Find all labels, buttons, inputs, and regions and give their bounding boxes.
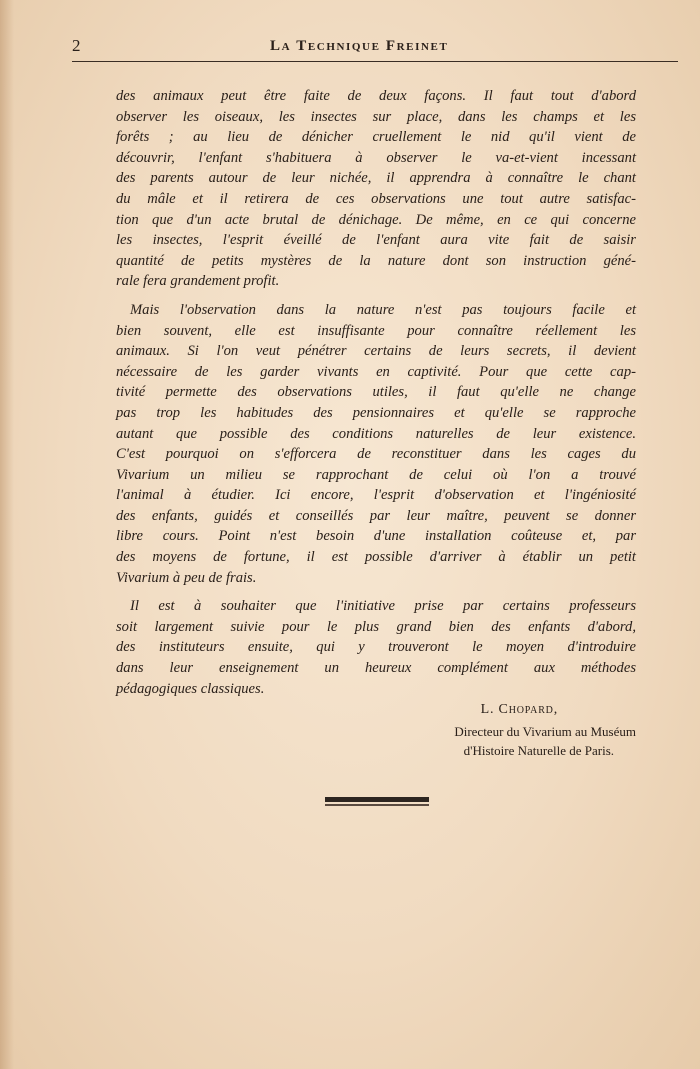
running-header [72, 36, 678, 62]
text-line: Mais l'observation dans la nature n'est pas toujours facile et [130, 301, 636, 318]
author-affiliation: d'Histoire Naturelle de Paris. [463, 743, 614, 758]
page-edge-shadow [0, 0, 14, 1069]
text-line: tion que d'un acte brutal de dénichage. De même, en ce qui concerne [116, 211, 636, 228]
author-name: L. Chopard, [480, 702, 558, 717]
text-line: des parents autour de leur nichée, il apprendra à connaître le chant [116, 170, 636, 187]
paragraph-3 [116, 596, 636, 699]
text-line: Il est à souhaiter que l'initiative prise par certains professeurs [130, 598, 636, 615]
text-line: des enfants, guidés et conseillés par leur maître, peuvent se donner [116, 507, 636, 524]
text-line: bien souvent, elle est insuffisante pour connaître réellement les [116, 322, 636, 339]
author-title: Directeur du Vivarium au Muséum [454, 724, 636, 739]
text-line: C'est pourquoi on s'efforcera de reconstituer dans les cages du [116, 446, 636, 463]
end-ornament-rule [325, 797, 429, 806]
text-line: libre cours. Point n'est besoin d'une installation coûteuse et, par [116, 528, 636, 545]
text-line: découvrir, l'enfant s'habituera à observer le va-et-vient incessant [116, 149, 636, 166]
ornament-thin-bar [325, 804, 429, 806]
signature-block [380, 702, 636, 760]
text-line: nécessaire de les garder vivants en captivité. Pour que cette cap- [116, 363, 636, 380]
text-line: soit largement suivie pour le plus grand bien des enfants d'abord, [116, 618, 636, 635]
page-number: 2 [72, 36, 81, 55]
text-line: des moyens de fortune, il est possible d'arriver à établir un petit [116, 549, 636, 566]
text-line: tivité permette des observations utiles, il faut qu'elle ne change [116, 384, 636, 401]
paragraph-2 [116, 300, 636, 588]
running-title: La Technique Freinet [270, 38, 449, 54]
header-rule [72, 61, 678, 62]
paragraph-1 [116, 86, 636, 292]
text-line: quantité de petits mystères de la nature dont son instruction géné- [116, 252, 636, 269]
text-line: observer les oiseaux, les insectes sur place, dans les champs et les [116, 108, 636, 125]
text-line: les insectes, l'esprit éveillé de l'enfant aura vite fait de saisir [116, 232, 636, 249]
text-line: du mâle et il retirera de ces observations une tout autre satisfac- [116, 190, 636, 207]
text-line: dans leur enseignement un heureux complément aux méthodes [116, 660, 636, 677]
text-line: Vivarium à peu de frais. [116, 569, 257, 586]
text-line: rale fera grandement profit. [116, 273, 280, 290]
text-line: Vivarium un milieu se rapprochant de celui où l'on a trouvé [116, 466, 636, 483]
text-line: pédagogiques classiques. [116, 680, 265, 697]
text-line: des animaux peut être faite de deux façons. Il faut tout d'abord [116, 88, 636, 104]
text-line: autant que possible des conditions naturelles de leur existence. [116, 425, 636, 442]
text-line: l'animal à étudier. Ici encore, l'esprit d'observation et l'ingéniosité [116, 487, 636, 504]
text-line: pas trop les habitudes des pensionnaires et qu'elle se rapproche [116, 404, 636, 421]
article-body [116, 86, 636, 699]
text-line: forêts ; au lieu de dénicher cruellement le nid qu'il vient de [116, 129, 636, 146]
ornament-thick-bar [325, 797, 429, 802]
text-line: animaux. Si l'on veut pénétrer certains de leurs secrets, il devient [116, 343, 636, 360]
text-line: des instituteurs ensuite, qui y trouveront le moyen d'introduire [116, 639, 636, 656]
